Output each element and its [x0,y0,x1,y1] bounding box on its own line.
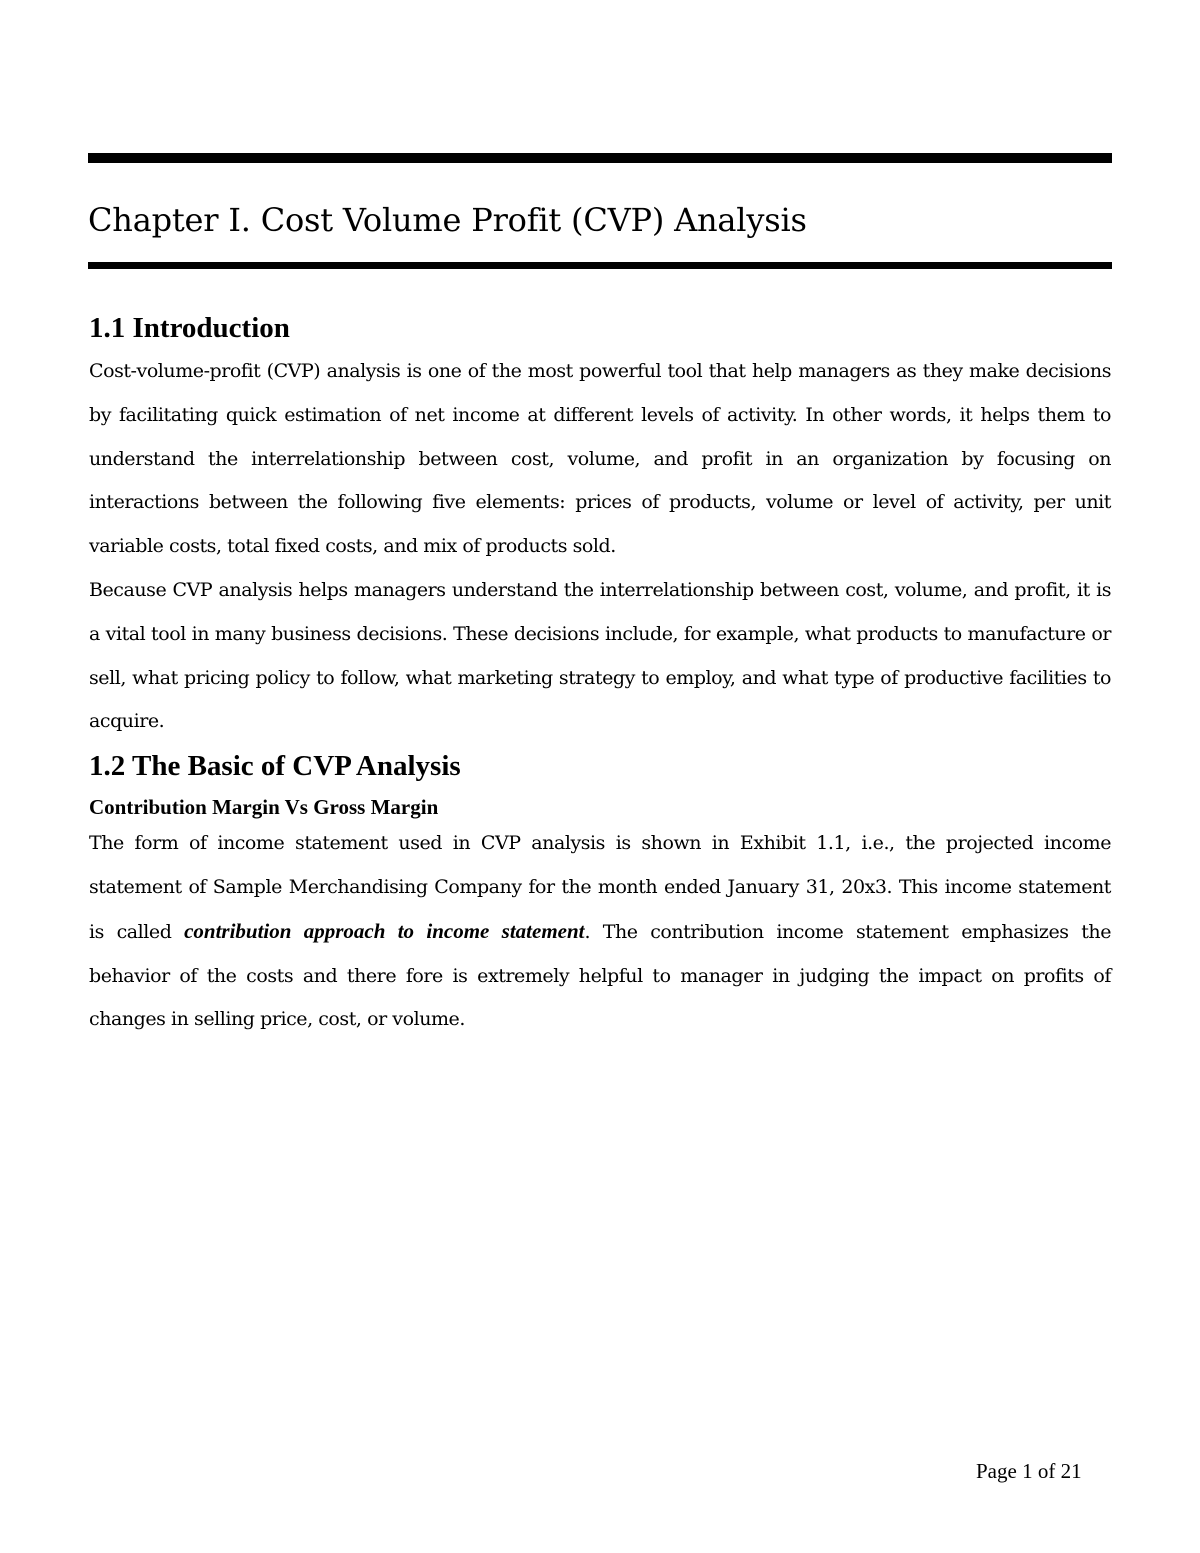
section-heading-introduction: 1.1 Introduction [89,312,290,344]
basic-paragraph-text-after: . The contribution income statement emphasizes the behavior of the costs and there fore is extremely helpful to manager in judging the impact on profits of changes in selling price, cost, or volume. [89,920,1111,1031]
page-content [89,306,1111,1042]
subheading-contribution-margin: Contribution Margin Vs Gross Margin [89,795,439,820]
emphasis-contribution-approach: contribution approach to income statement [184,918,585,943]
title-bottom-rule [88,262,1112,269]
intro-paragraph-1: Cost-volume-profit (CVP) analysis is one of the most powerful tool that help managers as they make decisions by facilitating quick estimation of net income at different levels of activity. In other words, it helps them to understand the interrelationship between cost, volume, and profit in an organization by focusing on interactions between the following five elements: prices of products, volume or level of activity, per unit variable costs, total fixed costs, and mix of products sold. [89,360,1111,558]
top-horizontal-rule [88,153,1112,163]
intro-paragraph-2: Because CVP analysis helps managers understand the interrelationship between cost, volume, and profit, it is a vital tool in many business decisions. These decisions include, for example, what products to manufacture or sell, what pricing policy to follow, what marketing strategy to employ, and what type of productive facilities to acquire. [89,578,1111,733]
basic-paragraph [89,822,1111,1042]
basic-paragraph-text-before: The form of income statement used in CVP analysis is shown in Exhibit 1.1, i.e., the projected income statement of Sample Merchandising Company for the month ended January 31, 20x3. This income statement is called [89,832,1111,943]
section-heading-basic-cvp: 1.2 The Basic of CVP Analysis [89,750,461,783]
page-number: Page 1 of 21 [976,1459,1082,1483]
chapter-title: Chapter I. Cost Volume Profit (CVP) Analysis [88,201,807,239]
